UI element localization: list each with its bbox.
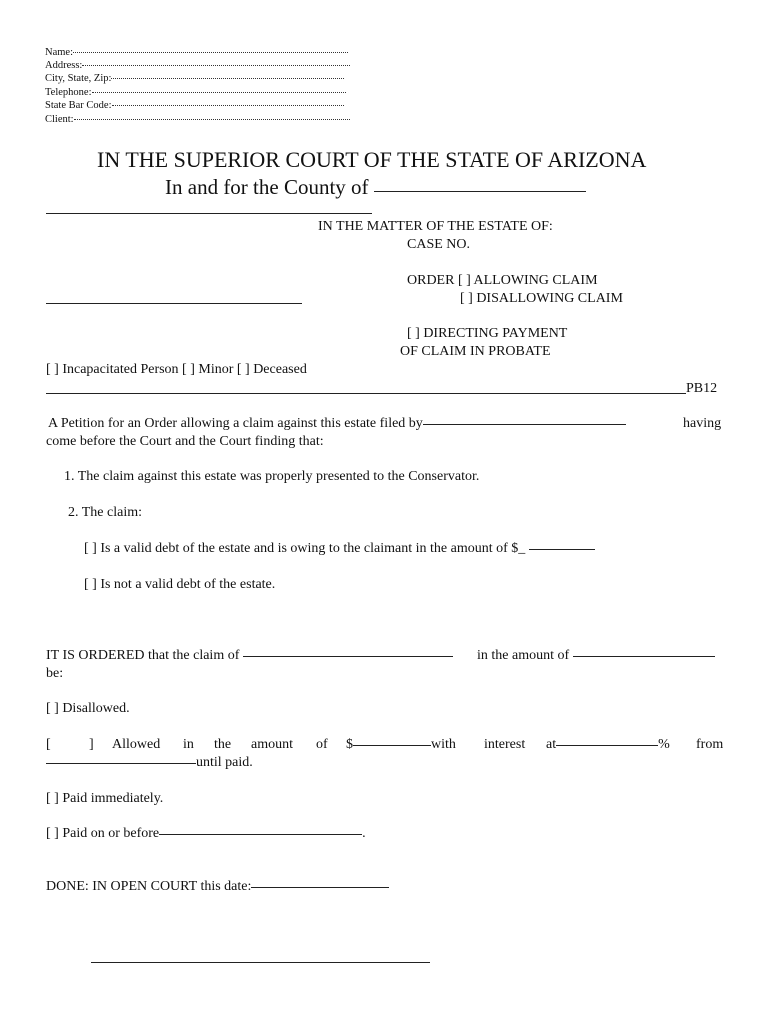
status-options[interactable]: [ ] Incapacitated Person [ ] Minor [ ] Deceased <box>46 362 307 377</box>
ordered-amount: in the amount of <box>477 647 715 664</box>
name-line: Name: <box>45 46 348 59</box>
county-line: In and for the County of <box>165 175 586 200</box>
city-field[interactable] <box>111 77 344 79</box>
order-allowing-option[interactable]: ORDER [ ] ALLOWING CLAIM <box>407 273 598 288</box>
claimant-field[interactable] <box>243 655 453 657</box>
form-code: PB12 <box>686 381 718 396</box>
paid-on-before-option[interactable]: [ ] Paid on or before . <box>46 826 366 841</box>
caption-top-rule <box>46 213 372 214</box>
done-date-field[interactable] <box>251 886 389 888</box>
paid-date-field[interactable] <box>159 833 362 835</box>
petitioner-field[interactable] <box>423 423 626 425</box>
ordered-be: be: <box>46 666 64 681</box>
not-valid-debt-option[interactable]: [ ] Is not a valid debt of the estate. <box>84 577 276 592</box>
county-field[interactable] <box>374 190 586 192</box>
done-line: DONE: IN OPEN COURT this date: <box>46 878 389 895</box>
directing-payment-option[interactable]: [ ] DIRECTING PAYMENT <box>407 326 568 341</box>
disallowing-option[interactable]: [ ] DISALLOWING CLAIM <box>460 291 623 306</box>
client-field[interactable] <box>74 118 350 120</box>
allowed-dollar: $ with <box>346 737 456 752</box>
judge-signature-line[interactable] <box>91 962 430 963</box>
allowed-the: the <box>214 737 232 752</box>
disallowed-option[interactable]: [ ] Disallowed. <box>46 701 130 716</box>
probate-label: OF CLAIM IN PROBATE <box>400 344 551 359</box>
allowed-in: in <box>183 737 194 752</box>
until-paid-line: until paid. <box>46 754 253 771</box>
valid-debt-option[interactable]: [ ] Is a valid debt of the estate and is owing to the claimant in the amount of $_ <box>84 540 595 557</box>
matter-heading: IN THE MATTER OF THE ESTATE OF: <box>318 219 553 234</box>
petition-line1: A Petition for an Order allowing a claim against this estate filed by <box>48 415 626 432</box>
at-word: at % <box>546 737 670 752</box>
finding-1: 1. The claim against this estate was properly presented to the Conservator. <box>64 469 480 484</box>
paid-immediately-option[interactable]: [ ] Paid immediately. <box>46 791 164 806</box>
from-date-field[interactable] <box>46 762 196 764</box>
from-word: from <box>696 737 724 752</box>
allowed-bracket-close[interactable]: ] <box>89 737 94 752</box>
court-title: IN THE SUPERIOR COURT OF THE STATE OF ARIZONA <box>97 147 647 172</box>
telephone-field[interactable] <box>92 91 346 93</box>
interest-rate-field[interactable] <box>556 744 658 746</box>
allowed-amount-field[interactable] <box>353 744 431 746</box>
telephone-line: Telephone: <box>45 86 346 99</box>
ordered-amount-field[interactable] <box>573 655 715 657</box>
estate-name-field[interactable] <box>46 303 302 304</box>
allowed-amount: amount <box>251 737 293 752</box>
address-field[interactable] <box>82 64 350 66</box>
allowed-of: of <box>316 737 328 752</box>
bar-code-line: State Bar Code: <box>45 99 344 112</box>
petition-line2: come before the Court and the Court finding that: <box>46 434 324 449</box>
allowed-bracket-open[interactable]: [ <box>46 737 51 752</box>
valid-debt-amount-field[interactable] <box>529 548 595 550</box>
city-line: City, State, Zip: <box>45 72 344 85</box>
finding-2: 2. The claim: <box>68 505 142 520</box>
client-line: Client: <box>45 113 350 126</box>
caption-bottom-rule <box>46 393 686 394</box>
ordered-line: IT IS ORDERED that the claim of <box>46 647 453 664</box>
allowed-word: Allowed <box>112 737 161 752</box>
address-line: Address: <box>45 59 350 72</box>
case-no-label: CASE NO. <box>407 237 471 252</box>
interest-word: interest <box>484 737 526 752</box>
bar-code-field[interactable] <box>112 104 344 106</box>
name-field[interactable] <box>73 51 348 53</box>
petition-having: having <box>683 416 722 431</box>
